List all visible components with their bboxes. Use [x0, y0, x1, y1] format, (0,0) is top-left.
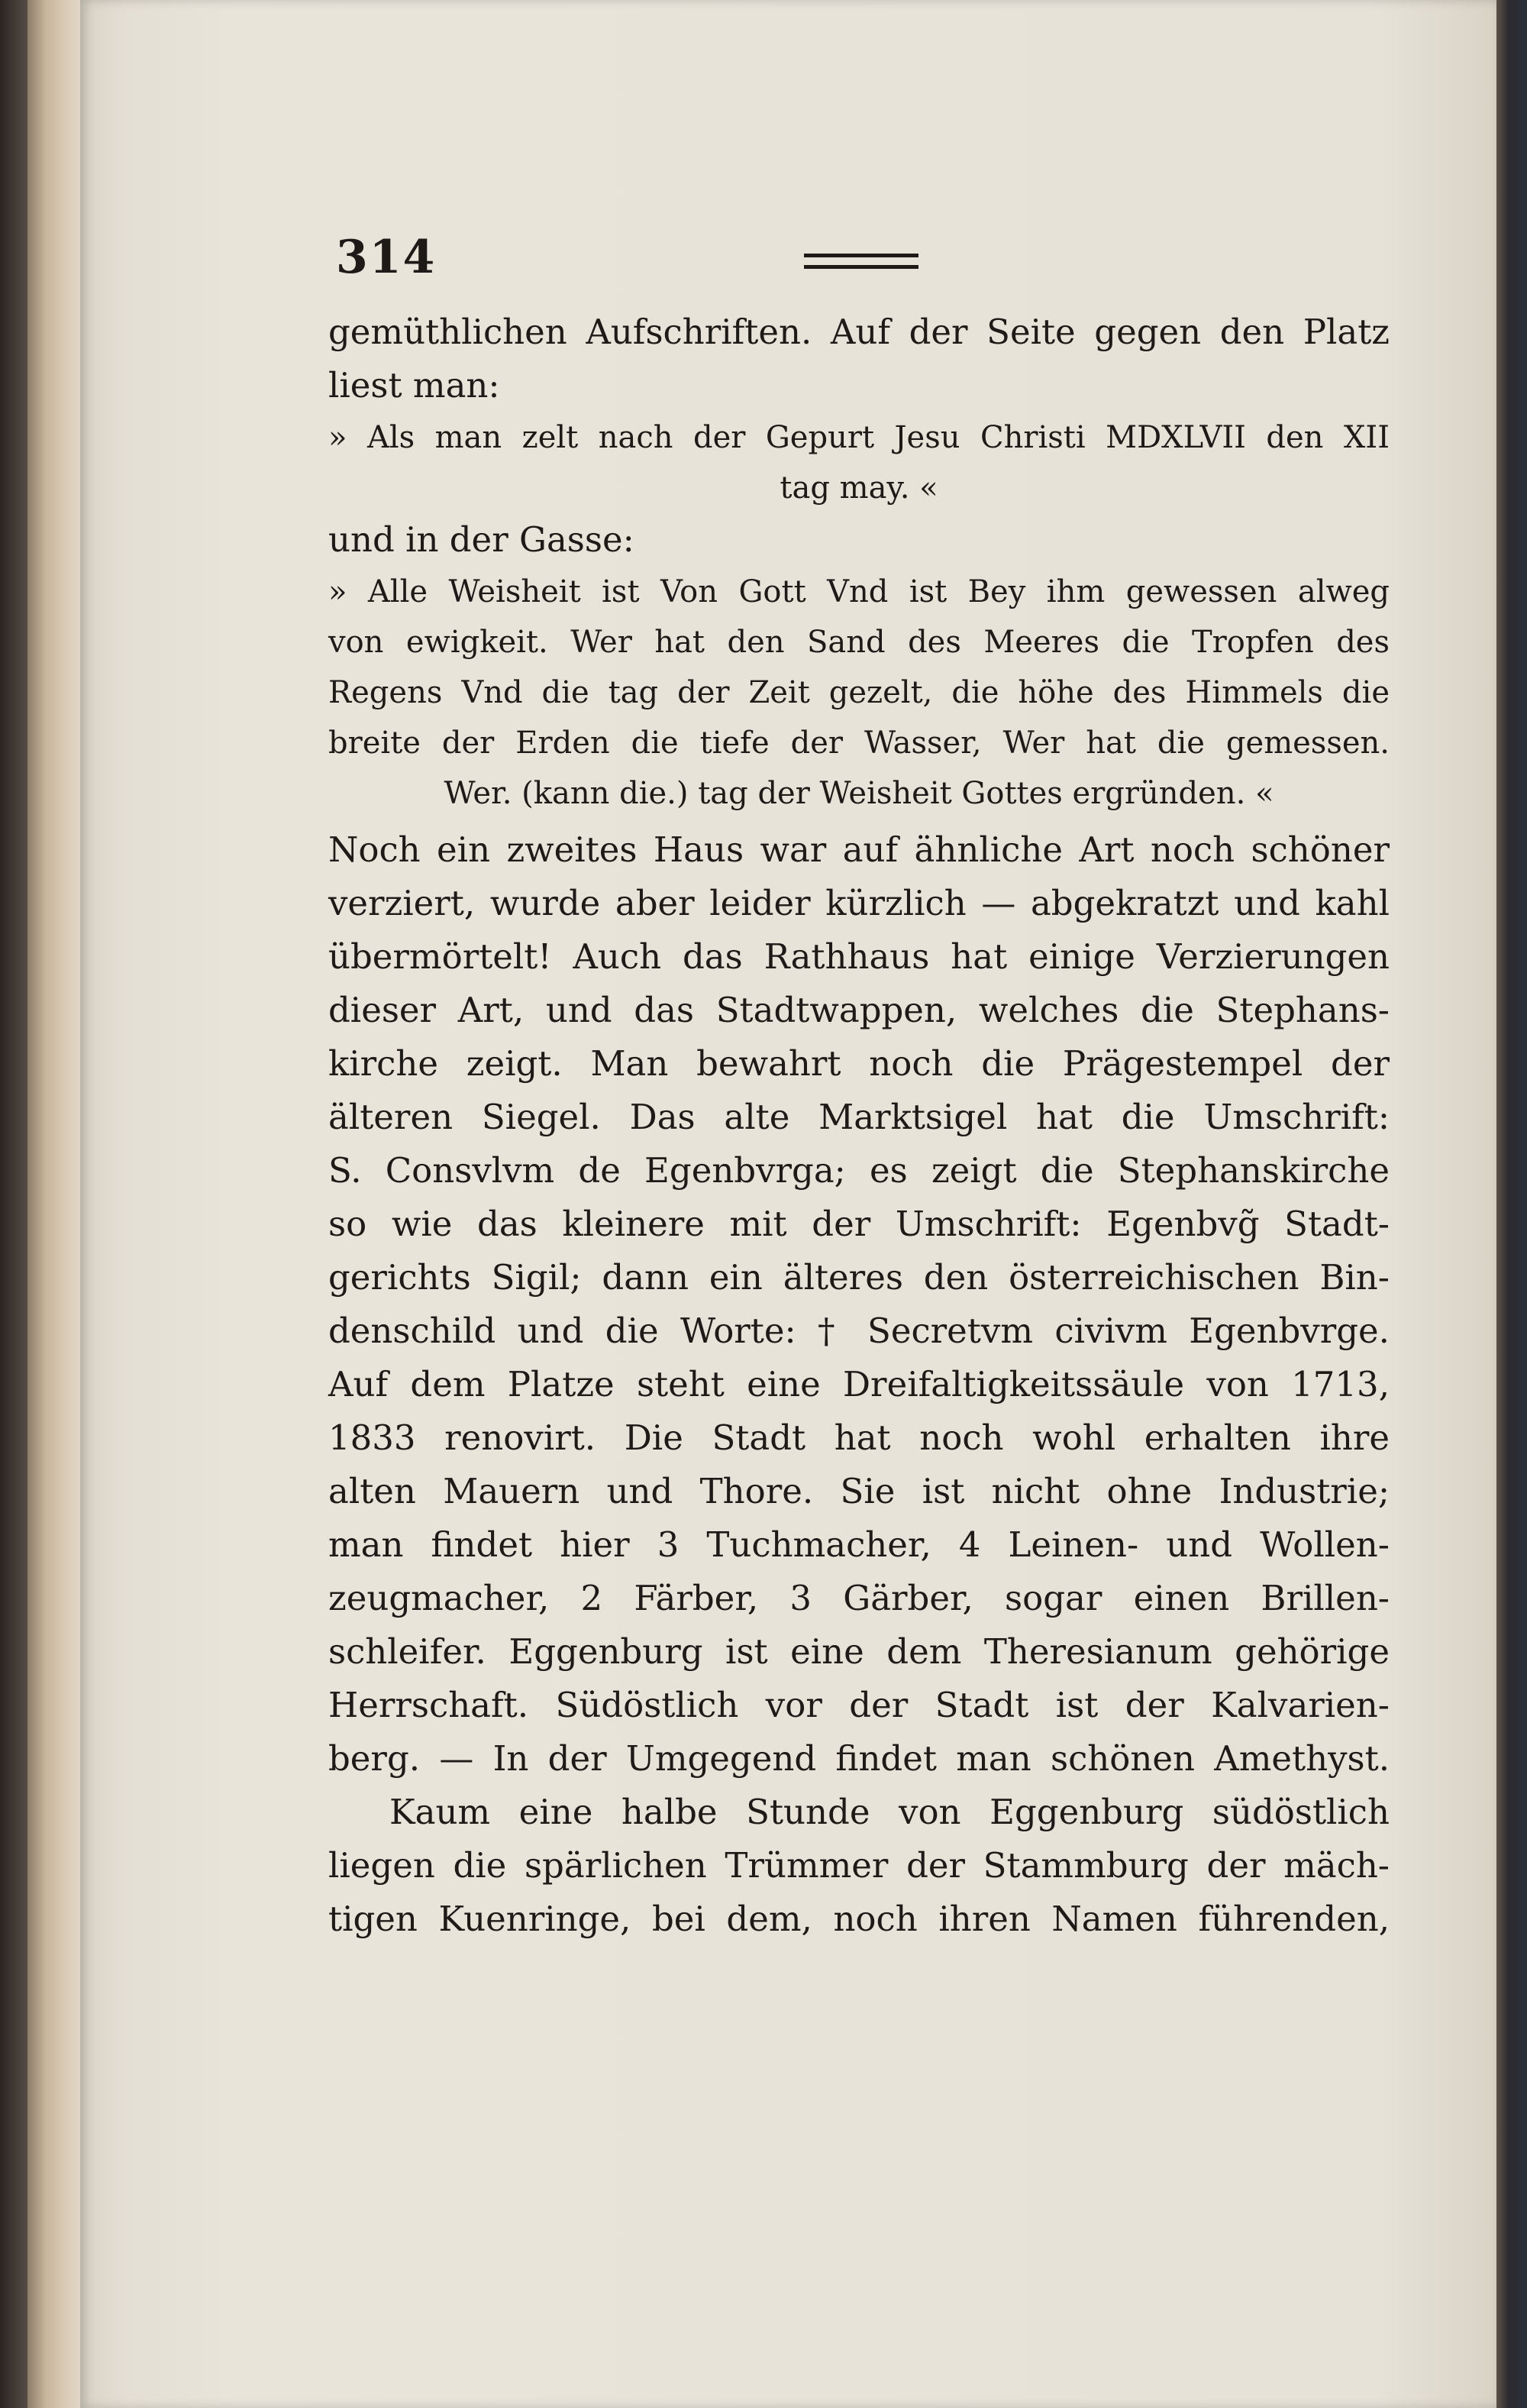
quote-line: » Alle Weisheit ist Von Gott Vnd ist Bey ihm gewessen alweg — [328, 574, 1390, 609]
page-header — [328, 221, 1390, 305]
text-line: gerichts Sigil; dann ein älteres den österreichischen Bin- — [328, 1257, 1390, 1298]
header-rule — [804, 254, 918, 269]
text-line: dieser Art, und das Stadtwappen, welches die Stephans- — [328, 990, 1390, 1030]
left-page-edge — [27, 0, 81, 2408]
inscription-quote-2 — [328, 567, 1390, 819]
text-line: S. Consvlvm de Egenbvrga; es zeigt die Stephanskirche — [328, 1150, 1390, 1191]
text-line: Noch ein zweites Haus war auf ähnliche Art noch schöner — [328, 829, 1390, 870]
text-line: übermörtelt! Auch das Rathhaus hat einige Verzierungen — [328, 936, 1390, 977]
text-line: gemüthlichen Aufschriften. Auf der Seite gegen den Platz — [328, 312, 1390, 352]
text-line: Auf dem Platze steht eine Dreifaltigkeitssäule von 1713, — [328, 1364, 1390, 1404]
text-line: tigen Kuenringe, bei dem, noch ihren Namen führenden, — [328, 1899, 1390, 1939]
text-line: 1833 renovirt. Die Stadt hat noch wohl erhalten ihre — [328, 1417, 1390, 1458]
text-line: liegen die spärlichen Trümmer der Stammburg der mäch- — [328, 1845, 1390, 1886]
quote-line: tag may. « — [780, 470, 938, 506]
paragraph-4 — [328, 1786, 1390, 1946]
book-cover-edge — [1496, 0, 1527, 2408]
text-line: schleifer. Eggenburg ist eine dem Theresianum gehörige — [328, 1631, 1390, 1672]
quote-line: Wer. (kann die.) tag der Weisheit Gottes ergründen. « — [444, 776, 1274, 811]
text-line: kirche zeigt. Man bewahrt noch die Prägestempel der — [328, 1043, 1390, 1084]
text-line: berg. — In der Umgegend findet man schönen Amethyst. — [328, 1738, 1390, 1779]
page-text — [328, 221, 1390, 1946]
text-line: alten Mauern und Thore. Sie ist nicht ohne Industrie; — [328, 1471, 1390, 1511]
text-line: älteren Siegel. Das alte Marktsigel hat die Umschrift: — [328, 1097, 1390, 1137]
text-line: verziert, wurde aber leider kürzlich — abgekratzt und kahl — [328, 883, 1390, 923]
text-line: Kaum eine halbe Stunde von Eggenburg südöstlich — [389, 1792, 1390, 1832]
paragraph-2 — [328, 513, 1390, 567]
quote-line: von ewigkeit. Wer hat den Sand des Meeres die Tropfen des — [328, 625, 1390, 660]
text-line: und in der Gasse: — [328, 519, 634, 560]
text-line: Herrschaft. Südöstlich vor der Stadt ist der Kalvarien- — [328, 1685, 1390, 1725]
quote-line: » Als man zelt nach der Gepurt Jesu Christi MDXLVII den XII — [328, 420, 1390, 455]
paragraph-1 — [328, 305, 1390, 412]
page-number: 314 — [336, 231, 437, 284]
text-line: liest man: — [328, 365, 500, 406]
quote-line: breite der Erden die tiefe der Wasser, Wer hat die gemessen. — [328, 726, 1390, 761]
text-line: zeugmacher, 2 Färber, 3 Gärber, sogar einen Brillen- — [328, 1578, 1390, 1618]
text-line: so wie das kleinere mit der Umschrift: Egenbvg̃ Stadt- — [328, 1204, 1390, 1244]
inscription-quote-1 — [328, 412, 1390, 513]
quote-line: Regens Vnd die tag der Zeit gezelt, die höhe des Himmels die — [328, 675, 1390, 710]
text-line: denschild und die Worte: † Secretvm civivm Egenbvrge. — [328, 1311, 1390, 1351]
text-line: man findet hier 3 Tuchmacher, 4 Leinen- und Wollen- — [328, 1524, 1390, 1565]
paragraph-3 — [328, 823, 1390, 1786]
